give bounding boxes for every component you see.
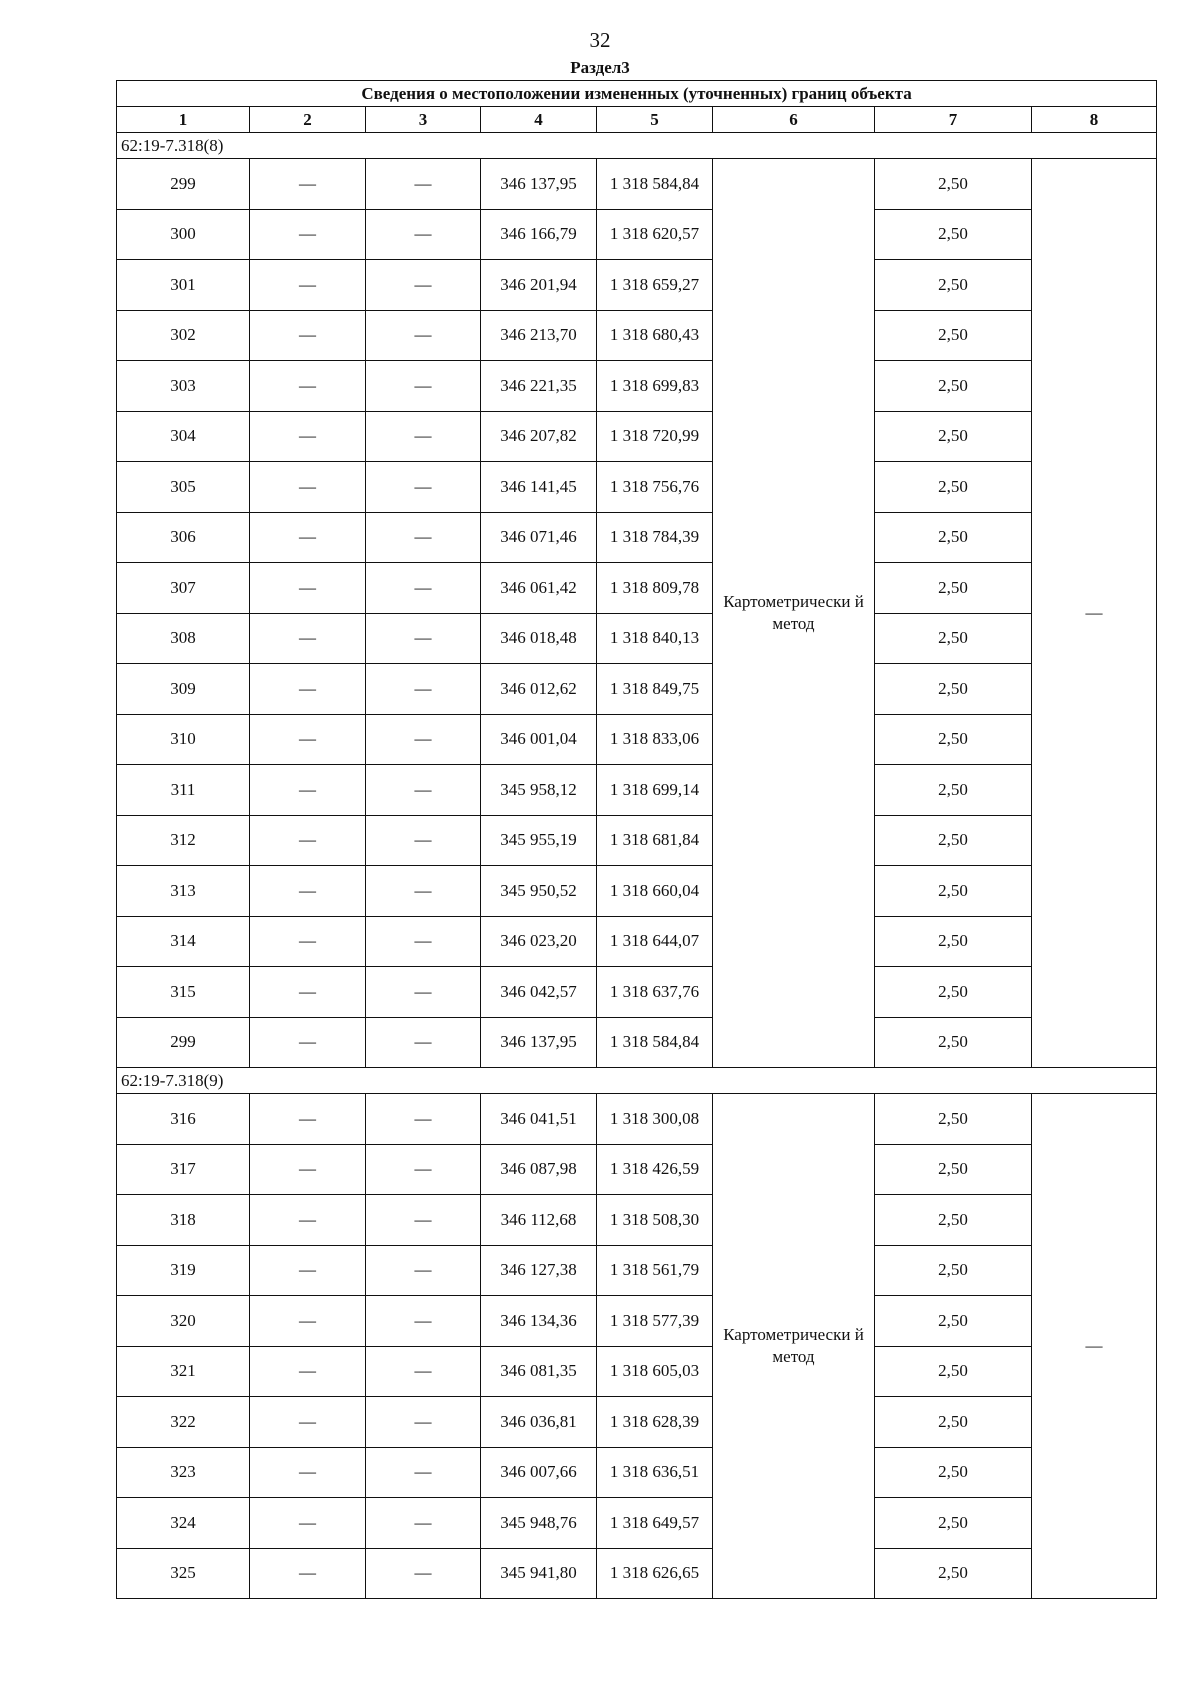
table-row (117, 411, 1157, 462)
table-row (117, 1296, 1157, 1347)
accuracy: 2,50 (875, 714, 1032, 765)
col2-dash: — (250, 209, 366, 260)
coord-x: 346 036,81 (481, 1397, 597, 1448)
point-number: 312 (117, 815, 250, 866)
coord-x: 346 137,95 (481, 1017, 597, 1068)
coord-x: 345 941,80 (481, 1548, 597, 1599)
coord-y: 1 318 561,79 (597, 1245, 713, 1296)
column-number: 4 (481, 107, 597, 133)
accuracy: 2,50 (875, 1397, 1032, 1448)
table-row (117, 1195, 1157, 1246)
col3-dash: — (366, 1144, 481, 1195)
col3-dash: — (366, 1195, 481, 1246)
coord-y: 1 318 300,08 (597, 1094, 713, 1145)
accuracy: 2,50 (875, 260, 1032, 311)
coord-x: 346 127,38 (481, 1245, 597, 1296)
coord-x: 346 207,82 (481, 411, 597, 462)
table-row (117, 967, 1157, 1018)
point-number: 321 (117, 1346, 250, 1397)
accuracy: 2,50 (875, 1296, 1032, 1347)
coord-y: 1 318 784,39 (597, 512, 713, 563)
coord-y: 1 318 628,39 (597, 1397, 713, 1448)
coord-x: 346 081,35 (481, 1346, 597, 1397)
column-number: 5 (597, 107, 713, 133)
coord-y: 1 318 605,03 (597, 1346, 713, 1397)
coord-y: 1 318 584,84 (597, 1017, 713, 1068)
col2-dash: — (250, 815, 366, 866)
point-number: 325 (117, 1548, 250, 1599)
point-number: 302 (117, 310, 250, 361)
coord-y: 1 318 508,30 (597, 1195, 713, 1246)
point-number: 305 (117, 462, 250, 513)
col3-dash: — (366, 512, 481, 563)
col2-dash: — (250, 1195, 366, 1246)
method-cell: Картометрически й метод (713, 159, 875, 1068)
table-row (117, 815, 1157, 866)
point-number: 303 (117, 361, 250, 412)
coord-y: 1 318 720,99 (597, 411, 713, 462)
boundary-table (116, 80, 1157, 1599)
col2-dash: — (250, 1144, 366, 1195)
accuracy: 2,50 (875, 1144, 1032, 1195)
table-row (117, 1397, 1157, 1448)
col2-dash: — (250, 260, 366, 311)
coord-x: 346 071,46 (481, 512, 597, 563)
page-number: 32 (589, 28, 611, 52)
accuracy: 2,50 (875, 1245, 1032, 1296)
accuracy: 2,50 (875, 159, 1032, 210)
col2-dash: — (250, 714, 366, 765)
point-number: 310 (117, 714, 250, 765)
col2-dash: — (250, 765, 366, 816)
coord-y: 1 318 636,51 (597, 1447, 713, 1498)
col3-dash: — (366, 765, 481, 816)
coord-y: 1 318 426,59 (597, 1144, 713, 1195)
point-number: 322 (117, 1397, 250, 1448)
table-row (117, 260, 1157, 311)
table-row (117, 613, 1157, 664)
col2-dash: — (250, 512, 366, 563)
col3-dash: — (366, 1017, 481, 1068)
table-row (117, 1346, 1157, 1397)
point-number: 320 (117, 1296, 250, 1347)
point-number: 311 (117, 765, 250, 816)
column-number: 2 (250, 107, 366, 133)
coord-y: 1 318 577,39 (597, 1296, 713, 1347)
col2-dash: — (250, 1296, 366, 1347)
col8-dash: — (1032, 159, 1157, 1068)
coord-x: 346 134,36 (481, 1296, 597, 1347)
col2-dash: — (250, 613, 366, 664)
col3-dash: — (366, 1397, 481, 1448)
col2-dash: — (250, 967, 366, 1018)
col3-dash: — (366, 1245, 481, 1296)
point-number: 299 (117, 159, 250, 210)
accuracy: 2,50 (875, 967, 1032, 1018)
coord-y: 1 318 584,84 (597, 159, 713, 210)
coord-y: 1 318 699,14 (597, 765, 713, 816)
table-row (117, 714, 1157, 765)
col3-dash: — (366, 361, 481, 412)
table-row (117, 1447, 1157, 1498)
point-number: 313 (117, 866, 250, 917)
accuracy: 2,50 (875, 1094, 1032, 1145)
coord-x: 346 137,95 (481, 159, 597, 210)
table-row (117, 563, 1157, 614)
table-row (117, 512, 1157, 563)
coord-y: 1 318 637,76 (597, 967, 713, 1018)
coord-x: 345 958,12 (481, 765, 597, 816)
table-row (117, 462, 1157, 513)
table-row (117, 664, 1157, 715)
coord-y: 1 318 699,83 (597, 361, 713, 412)
col2-dash: — (250, 411, 366, 462)
column-number: 8 (1032, 107, 1157, 133)
point-number: 300 (117, 209, 250, 260)
coord-x: 346 001,04 (481, 714, 597, 765)
point-number: 299 (117, 1017, 250, 1068)
col8-dash: — (1032, 1094, 1157, 1599)
parcel-header-row (117, 133, 1157, 159)
coord-y: 1 318 649,57 (597, 1498, 713, 1549)
table-row (117, 916, 1157, 967)
method-cell: Картометрически й метод (713, 1094, 875, 1599)
coord-y: 1 318 680,43 (597, 310, 713, 361)
col2-dash: — (250, 462, 366, 513)
coord-y: 1 318 849,75 (597, 664, 713, 715)
column-number: 1 (117, 107, 250, 133)
col3-dash: — (366, 1447, 481, 1498)
col2-dash: — (250, 866, 366, 917)
coord-x: 345 955,19 (481, 815, 597, 866)
coord-x: 346 018,48 (481, 613, 597, 664)
table-row (117, 1548, 1157, 1599)
table-row (117, 1245, 1157, 1296)
point-number: 309 (117, 664, 250, 715)
col3-dash: — (366, 664, 481, 715)
col2-dash: — (250, 664, 366, 715)
column-number: 6 (713, 107, 875, 133)
coord-y: 1 318 659,27 (597, 260, 713, 311)
col2-dash: — (250, 1548, 366, 1599)
col3-dash: — (366, 613, 481, 664)
point-number: 323 (117, 1447, 250, 1498)
col3-dash: — (366, 1548, 481, 1599)
coord-y: 1 318 644,07 (597, 916, 713, 967)
col3-dash: — (366, 967, 481, 1018)
col3-dash: — (366, 714, 481, 765)
col3-dash: — (366, 1498, 481, 1549)
col2-dash: — (250, 1498, 366, 1549)
parcel-header-row (117, 1068, 1157, 1094)
table-row (117, 209, 1157, 260)
col3-dash: — (366, 1296, 481, 1347)
col3-dash: — (366, 916, 481, 967)
coord-x: 346 112,68 (481, 1195, 597, 1246)
point-number: 301 (117, 260, 250, 311)
section-title: Раздел3 (570, 58, 630, 77)
accuracy: 2,50 (875, 209, 1032, 260)
accuracy: 2,50 (875, 1017, 1032, 1068)
accuracy: 2,50 (875, 916, 1032, 967)
column-number-row (117, 107, 1157, 133)
table-caption-row (117, 81, 1157, 107)
col3-dash: — (366, 411, 481, 462)
col3-dash: — (366, 1346, 481, 1397)
col2-dash: — (250, 361, 366, 412)
point-number: 316 (117, 1094, 250, 1145)
col3-dash: — (366, 209, 481, 260)
table-row (117, 866, 1157, 917)
accuracy: 2,50 (875, 613, 1032, 664)
coord-x: 346 166,79 (481, 209, 597, 260)
accuracy: 2,50 (875, 1548, 1032, 1599)
coord-x: 345 950,52 (481, 866, 597, 917)
table-row (117, 361, 1157, 412)
table-row (117, 765, 1157, 816)
point-number: 319 (117, 1245, 250, 1296)
col3-dash: — (366, 310, 481, 361)
accuracy: 2,50 (875, 664, 1032, 715)
accuracy: 2,50 (875, 361, 1032, 412)
col2-dash: — (250, 1397, 366, 1448)
col2-dash: — (250, 310, 366, 361)
col3-dash: — (366, 1094, 481, 1145)
col3-dash: — (366, 159, 481, 210)
coord-y: 1 318 833,06 (597, 714, 713, 765)
coord-x: 346 007,66 (481, 1447, 597, 1498)
col2-dash: — (250, 563, 366, 614)
coord-x: 346 141,45 (481, 462, 597, 513)
table-caption: Сведения о местоположении измененных (уточненных) границ объекта (117, 81, 1157, 107)
col2-dash: — (250, 1346, 366, 1397)
point-number: 314 (117, 916, 250, 967)
col2-dash: — (250, 159, 366, 210)
col2-dash: — (250, 1017, 366, 1068)
accuracy: 2,50 (875, 563, 1032, 614)
table-row (117, 1144, 1157, 1195)
accuracy: 2,50 (875, 1346, 1032, 1397)
point-number: 315 (117, 967, 250, 1018)
col3-dash: — (366, 462, 481, 513)
coord-x: 346 012,62 (481, 664, 597, 715)
coord-y: 1 318 626,65 (597, 1548, 713, 1599)
col3-dash: — (366, 260, 481, 311)
table-row (117, 1017, 1157, 1068)
coord-x: 346 023,20 (481, 916, 597, 967)
accuracy: 2,50 (875, 310, 1032, 361)
coord-y: 1 318 620,57 (597, 209, 713, 260)
parcel-number: 62:19-7.318(9) (117, 1068, 1157, 1094)
col2-dash: — (250, 916, 366, 967)
coord-y: 1 318 756,76 (597, 462, 713, 513)
coord-x: 346 042,57 (481, 967, 597, 1018)
coord-y: 1 318 681,84 (597, 815, 713, 866)
coord-y: 1 318 660,04 (597, 866, 713, 917)
parcel-number: 62:19-7.318(8) (117, 133, 1157, 159)
accuracy: 2,50 (875, 1498, 1032, 1549)
point-number: 308 (117, 613, 250, 664)
accuracy: 2,50 (875, 765, 1032, 816)
point-number: 307 (117, 563, 250, 614)
column-number: 7 (875, 107, 1032, 133)
accuracy: 2,50 (875, 462, 1032, 513)
column-number: 3 (366, 107, 481, 133)
accuracy: 2,50 (875, 815, 1032, 866)
table-row (117, 159, 1157, 210)
col2-dash: — (250, 1094, 366, 1145)
accuracy: 2,50 (875, 512, 1032, 563)
table-row (117, 1094, 1157, 1145)
coord-x: 346 087,98 (481, 1144, 597, 1195)
coord-x: 346 213,70 (481, 310, 597, 361)
point-number: 317 (117, 1144, 250, 1195)
coord-x: 345 948,76 (481, 1498, 597, 1549)
accuracy: 2,50 (875, 866, 1032, 917)
table-row (117, 1498, 1157, 1549)
col3-dash: — (366, 815, 481, 866)
col2-dash: — (250, 1447, 366, 1498)
coord-x: 346 041,51 (481, 1094, 597, 1145)
col3-dash: — (366, 563, 481, 614)
accuracy: 2,50 (875, 411, 1032, 462)
accuracy: 2,50 (875, 1195, 1032, 1246)
col2-dash: — (250, 1245, 366, 1296)
accuracy: 2,50 (875, 1447, 1032, 1498)
table-row (117, 310, 1157, 361)
coord-x: 346 201,94 (481, 260, 597, 311)
point-number: 318 (117, 1195, 250, 1246)
coord-x: 346 221,35 (481, 361, 597, 412)
coord-y: 1 318 840,13 (597, 613, 713, 664)
coord-x: 346 061,42 (481, 563, 597, 614)
col3-dash: — (366, 866, 481, 917)
point-number: 324 (117, 1498, 250, 1549)
point-number: 306 (117, 512, 250, 563)
coord-y: 1 318 809,78 (597, 563, 713, 614)
point-number: 304 (117, 411, 250, 462)
